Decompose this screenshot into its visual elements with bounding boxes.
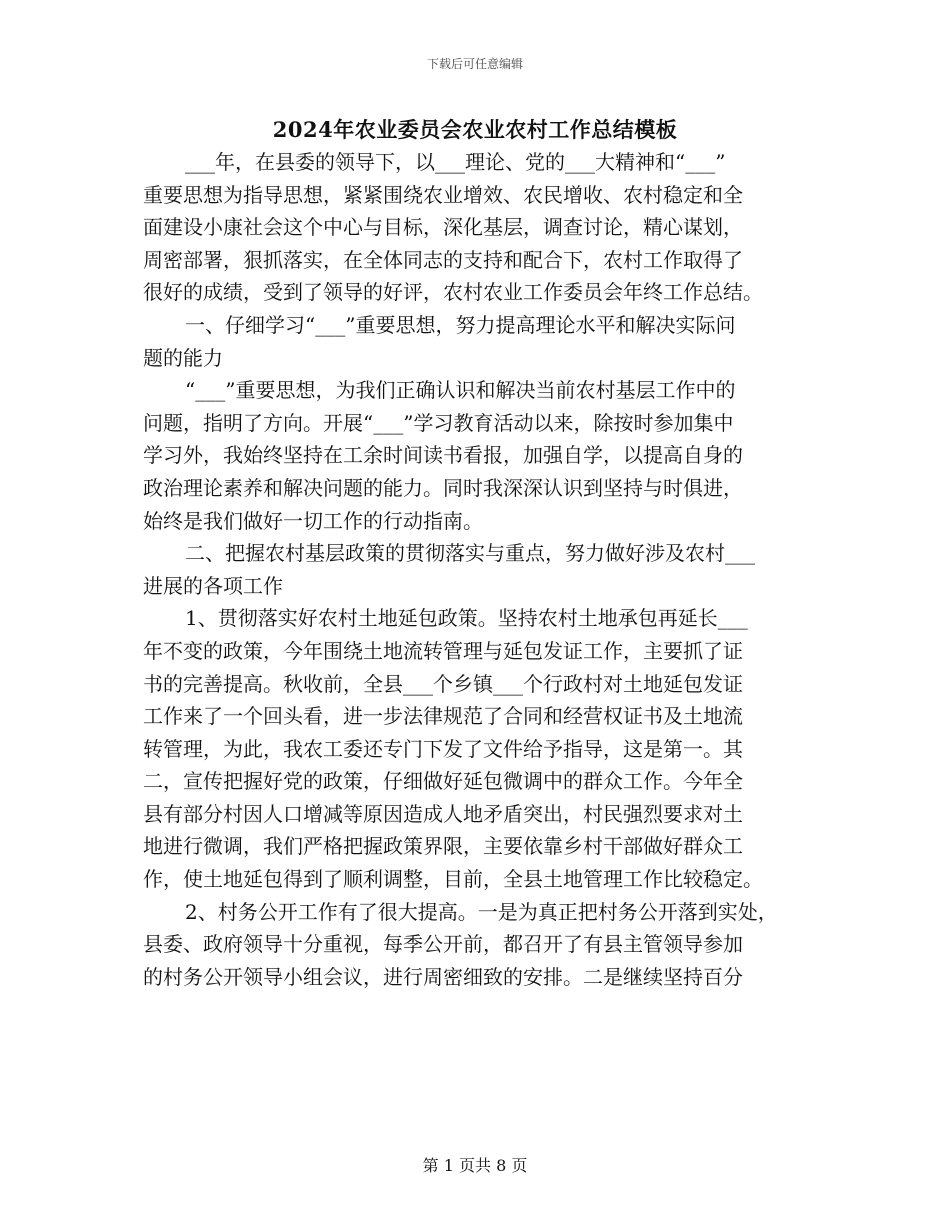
- body-text-line: 进展的各项工作: [143, 573, 283, 598]
- body-text-line: 学习外，我始终坚持在工余时间读书看报，加强自学，以提高自身的: [143, 443, 743, 468]
- body-text-line: 周密部署，狠抓落实，在全体同志的支持和配合下，农村工作取得了: [143, 247, 743, 272]
- body-text-line: 二，宣传把握好党的政策，仔细做好延包微调中的群众工作。今年全: [143, 769, 743, 794]
- page-footer: 第 1 页共 8 页: [422, 1156, 528, 1175]
- body-text-line: 工作来了一个回头看，进一步法律规范了合同和经营权证书及土地流: [143, 704, 743, 729]
- body-text-line: 始终是我们做好一切工作的行动指南。: [143, 508, 483, 533]
- body-text-line: 二、把握农村基层政策的贯彻落实与重点，努力做好涉及农村___: [185, 541, 755, 566]
- body-text-line: 作，使土地延包得到了顺利调整，目前，全县土地管理工作比较稳定。: [143, 867, 763, 892]
- body-text-line: 一、仔细学习“___”重要思想，努力提高理论水平和解决实际问: [185, 312, 736, 337]
- header-note: 下载后可任意编辑: [426, 57, 523, 71]
- body-text-line: “___”重要思想，为我们正确认识和解决当前农村基层工作中的: [185, 378, 736, 403]
- document-title: 2024年农业委员会农业农村工作总结模板: [272, 117, 678, 142]
- body-text-line: 重要思想为指导思想，紧紧围绕农业增效、农民增收、农村稳定和全: [143, 182, 743, 207]
- body-text-line: 书的完善提高。秋收前，全县___个乡镇___个行政村对土地延包发证: [143, 671, 743, 696]
- body-text-line: 县委、政府领导十分重视，每季公开前，都召开了有县主管领导参加: [143, 932, 743, 957]
- body-text-line: 问题，指明了方向。开展“___”学习教育活动以来，除按时参加集中: [143, 410, 734, 435]
- body-text-line: 政治理论素养和解决问题的能力。同时我深深认识到坚持与时俱进，: [143, 475, 743, 500]
- body-text-line: 年不变的政策，今年围绕土地流转管理与延包发证工作，主要抓了证: [143, 638, 743, 663]
- body-text-line: 题的能力: [143, 345, 223, 370]
- body-text-line: ___年，在县委的领导下，以___理论、党的___大精神和“___”: [185, 150, 726, 174]
- body-text-line: 转管理，为此，我农工委还专门下发了文件给予指导，这是第一。其: [143, 736, 743, 761]
- body-text-line: 2、村务公开工作有了很大提高。一是为真正把村务公开落到实处，: [185, 899, 778, 924]
- document-body: [143, 146, 803, 993]
- body-text-line: 面建设小康社会这个中心与目标，深化基层，调查讨论，精心谋划，: [143, 215, 743, 240]
- body-text-line: 的村务公开领导小组会议，进行周密细致的安排。二是继续坚持百分: [143, 964, 743, 989]
- body-text-line: 县有部分村因人口增减等原因造成人地矛盾突出，村民强烈要求对土: [143, 801, 743, 826]
- body-text-line: 1、贯彻落实好农村土地延包政策。坚持农村土地承包再延长___: [185, 606, 748, 631]
- body-text-line: 很好的成绩，受到了领导的好评，农村农业工作委员会年终工作总结。: [143, 280, 763, 305]
- body-text-line: 地进行微调，我们严格把握政策界限，主要依靠乡村干部做好群众工: [143, 834, 743, 859]
